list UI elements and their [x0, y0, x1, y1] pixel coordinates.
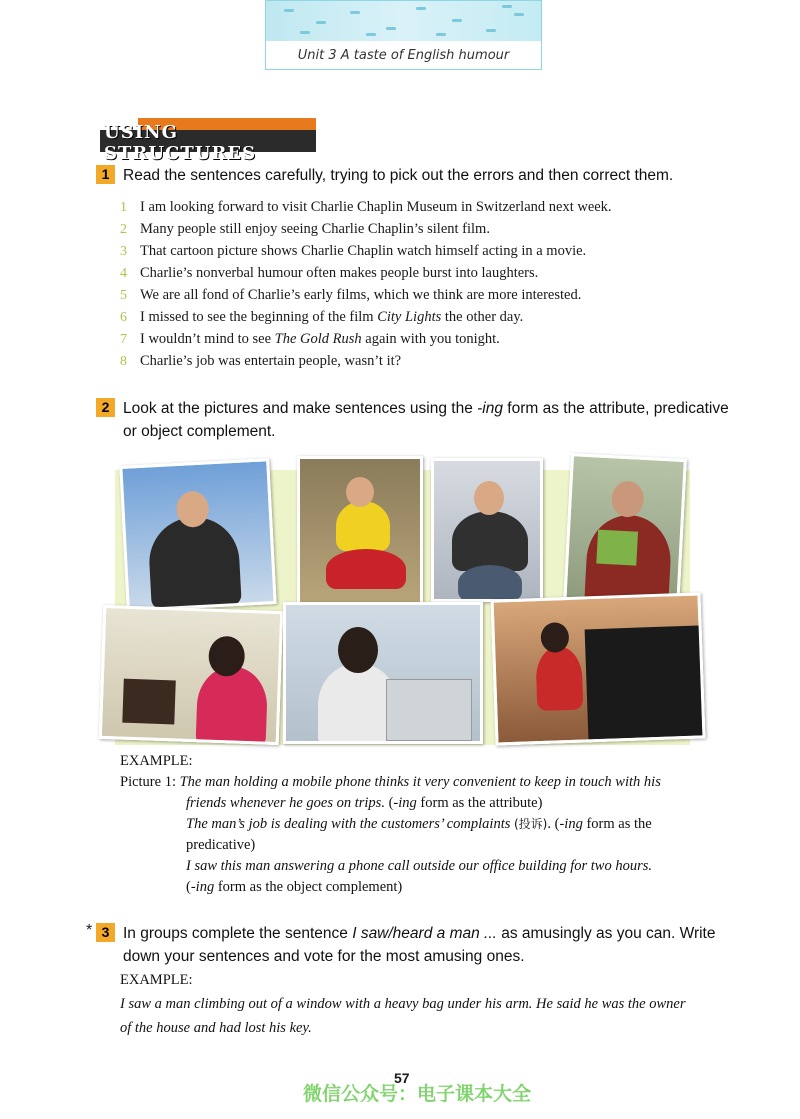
example-label: EXAMPLE: — [120, 753, 193, 769]
picture-girl-camera — [297, 456, 423, 606]
photo-collage — [115, 470, 690, 745]
list-item: 1 I am looking forward to visit Charlie Chaplin Museum in Switzerland next week. — [120, 199, 612, 215]
list-item: 4 Charlie’s nonverbal humour often makes people burst into laughters. — [120, 265, 539, 281]
watermark-text: 微信公众号：电子课本大全 — [303, 1083, 532, 1105]
task2-example: EXAMPLE: Picture 1: The man holding a mobile phone thinks it very convenient to keep in touch with his friends whenever he goes on trips. (-ing form as the attribute) The man’s job is dealing with the customers’ complaints (投诉). (-ing form as the predicative) I saw this man answering a phone call outside our office building for two hours. (-ing form as the object complement) — [120, 751, 720, 898]
unit-header — [265, 0, 542, 70]
picture-girl-computer — [99, 605, 284, 745]
task2-number: 2 — [96, 398, 115, 417]
list-item: 5 We are all fond of Charlie’s early films, which we think are more interested. — [120, 287, 582, 303]
task3-instruction: 3 In groups complete the sentence I saw/heard a man ... as amusingly as you can. Write down your sentences and vote for the most amusing ones. — [96, 922, 715, 968]
picture-girl-piano — [491, 592, 706, 745]
list-item: 8 Charlie’s job was entertain people, wasn’t it? — [120, 353, 402, 369]
optional-star: * — [86, 922, 93, 939]
list-item: 7 I wouldn’t mind to see The Gold Rush again with you tonight. — [120, 331, 500, 347]
picture-woman-reading — [563, 453, 687, 611]
task1-instruction: 1 Read the sentences carefully, trying to pick out the errors and then correct them. — [96, 164, 673, 187]
list-item: 2 Many people still enjoy seeing Charlie Chaplin’s silent film. — [120, 221, 490, 237]
list-item: 3 That cartoon picture shows Charlie Chaplin watch himself acting in a movie. — [120, 243, 587, 259]
section-title-badge — [100, 118, 316, 164]
list-item: 6 I missed to see the beginning of the film City Lights the other day. — [120, 309, 524, 325]
task1-number: 1 — [96, 165, 115, 184]
picture-boy-sitting — [431, 458, 543, 602]
task2-instruction: 2 Look at the pictures and make sentences using the -ing form as the attribute, predicative or object complement. — [96, 397, 729, 443]
task3-example: EXAMPLE: I saw a man climbing out of a window with a heavy bag under his arm. He said he was the owner of the house and had lost his key. — [120, 972, 686, 1036]
unit-title: Unit 3 A taste of English humour — [297, 48, 510, 63]
page-number: 57 — [394, 1070, 410, 1086]
task3-number: 3 — [96, 923, 115, 942]
picture-student-laptop — [283, 602, 483, 744]
picture-man-phone — [119, 458, 276, 612]
header-decoration — [266, 1, 541, 41]
task1-sentence-list — [120, 196, 612, 372]
section-title: USING STRUCTURES — [104, 122, 257, 164]
